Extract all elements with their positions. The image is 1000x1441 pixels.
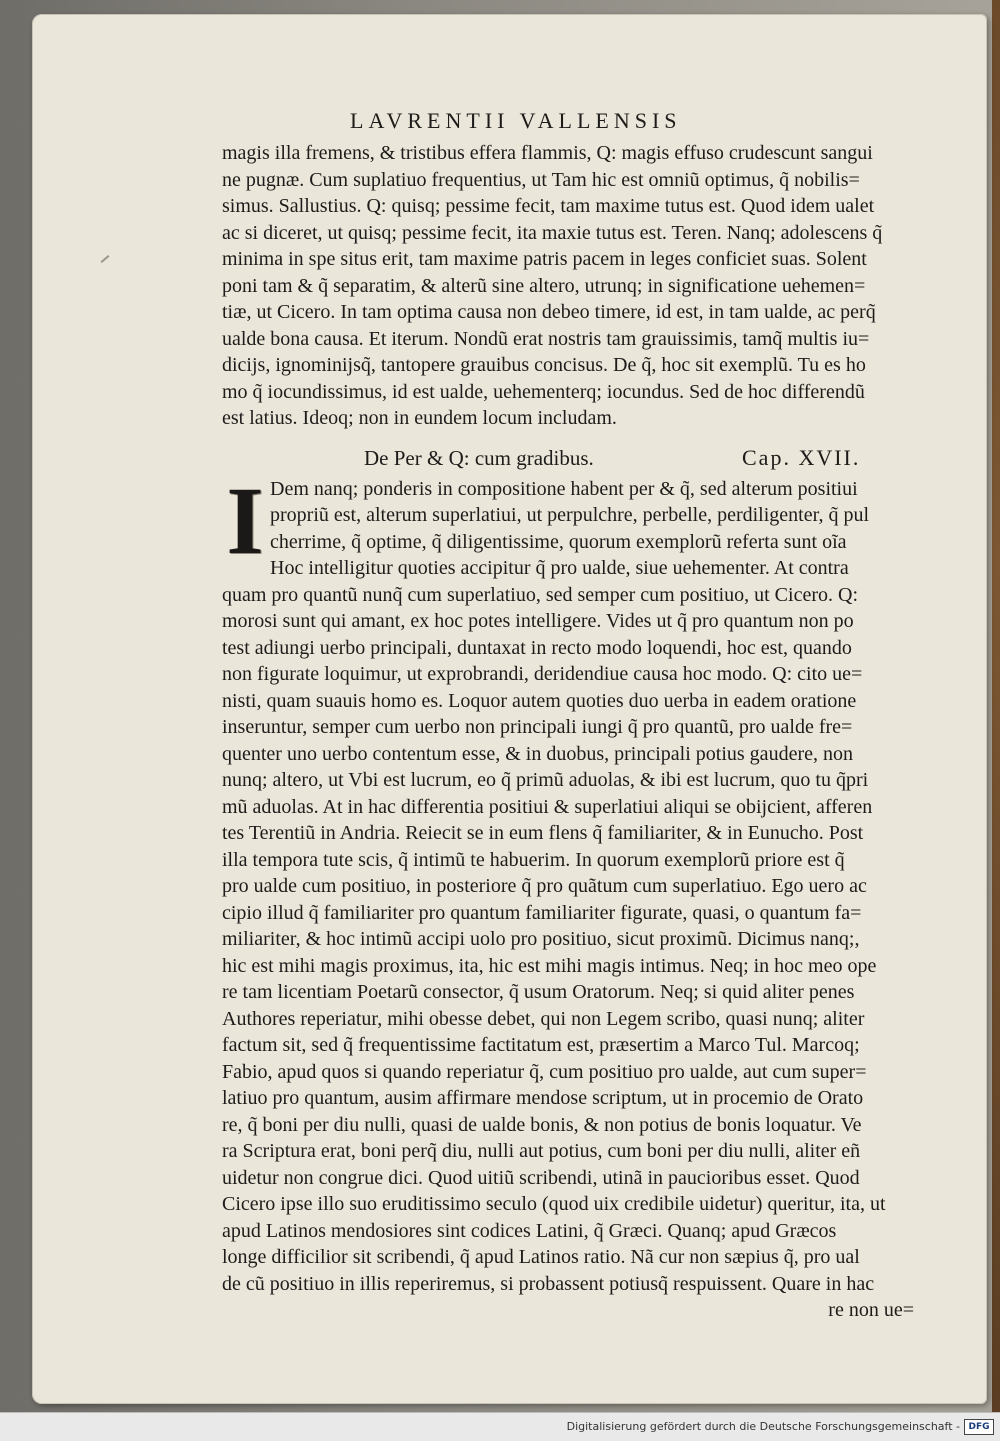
text-line: apud Latinos mendosiores sint codices Latini, q̃ Græci. Quanq; apud Græcos [222, 1219, 837, 1242]
text-line: re, q̃ boni per diu nulli, quasi de ualde bonis, & non potius de bonis loquatur. Ve [222, 1113, 862, 1136]
text-line: longe difficilior sit scribendi, q̃ apud Latinos ratio. Nã cur non sæpius q̃, pro ual [222, 1246, 860, 1268]
text-line: cipio illud q̃ familiariter pro quantum familiariter figurate, quasi, o quantum fa= [222, 901, 862, 924]
running-head: LAVRENTII VALLENSIS [350, 108, 682, 133]
initial-paragraph [222, 466, 922, 582]
text-line: inseruntur, semper cum uerbo non principali iungi q̃ pro quantũ, pro ualde fre= [222, 716, 853, 738]
text-line: Hoc intelligitur quoties accipitur q̃ pro ualde, siue uehementer. At contra [270, 557, 849, 579]
text-line: ne pugnæ. Cum suplatiuo frequentius, ut Tam hic est omniũ optimus, q̃ nobilis= [222, 168, 860, 191]
text-line: latiuo pro quantum, ausim affirmare mendose scriptum, ut in procemio de Orato [222, 1087, 864, 1109]
funding-note: Digitalisierung gefördert durch die Deutsche Forschungsgemeinschaft - [566, 1420, 960, 1433]
chapter-number: Cap. XVII. [742, 444, 861, 470]
text-line: morosi sunt qui amant, ex hoc potes intelligere. Vides ut q̃ pro quantum non po [222, 610, 854, 632]
decorated-initial: I [226, 466, 264, 574]
text-line: nisti, quam suauis homo es. Loquor autem quoties duo uerba in eadem oratione [222, 689, 857, 712]
text-line: miliariter, & hoc intimũ accipi uolo pro positiuo, sicut proximũ. Dicimus nanq;, [222, 928, 860, 950]
text-line: mũ aduolas. At in hac differentia positiui & superlatiui aliqui se obijcient, afferen [222, 795, 873, 818]
text-line: tiæ, ut Cicero. In tam optima causa non debeo timere, id est, in tam ualde, ac perq̃ [222, 301, 876, 323]
text-line: uidetur non congrue dici. Quod uitiũ scribendi, utinã in paucioribus esset. Quod [222, 1166, 860, 1189]
text-line: Cicero ipse illo suo eruditissimo seculo (quod uix credibile uidetur) queritur, ita, ut [222, 1193, 886, 1215]
text-line: nunq; altero, ut Vbi est lucrum, eo q̃ primũ aduolas, & ibi est lucrum, quo tu q̃pri [222, 769, 869, 791]
text-line: est latius. Ideoq; non in eundem locum includam. [222, 407, 617, 429]
text-line: cherrime, q̃ optime, q̃ diligentissime, quorum exemplorũ referta sunt oĩa [270, 530, 847, 553]
text-line: dicijs, ignominijsq̃, tantopere grauibus concisus. De q̃, hoc sit exemplũ. Tu es ho [222, 354, 866, 376]
text-line: ualde bona causa. Et iterum. Nondũ erat nostris tam grauissimis, tamq̃ multis iu= [222, 327, 870, 350]
section-heading [222, 432, 922, 468]
text-line: simus. Sallustius. Q: quisq; pessime fecit, tam maxime tutus est. Quod idem ualet [222, 195, 875, 217]
section-title: De Per & Q: cum gradibus. [364, 445, 594, 470]
text-line: illa tempora tute scis, q̃ intimũ te habuerim. In quorum exemplorũ priore est q̃ [222, 848, 845, 871]
text-line: ac si diceret, ut quisq; pessime fecit, ita maxie tutus est. Teren. Nanq; adolescens q̃ [222, 221, 883, 244]
footer-bar [0, 1412, 1000, 1441]
text-line: quam pro quantũ nunq̃ cum superlatiuo, sed semper cum positiuo, ut Cicero. Q: [222, 583, 858, 606]
initial-lines [222, 466, 922, 582]
text-line: de cũ positiuo in illis reperiremus, si probassent potiusq̃ respuissent. Quare in hac [222, 1272, 875, 1295]
catchword: re non ue= [828, 1299, 914, 1321]
text-line: Authores reperiatur, mihi obesse debet, qui non Legem scribo, quasi nunq; aliter [222, 1007, 865, 1030]
text-line: Dem nanq; ponderis in compositione habent per & q̃, sed alterum positiui [270, 477, 858, 500]
dfg-logo: DFG [964, 1419, 994, 1435]
text-line: magis illa fremens, & tristibus effera flammis, Q: magis effuso crudescunt sangui [222, 142, 873, 164]
text-line: hic est mihi magis proximus, ita, hic est mihi magis intimus. Neq; in hoc meo ope [222, 954, 877, 977]
text-line: mo q̃ iocundissimus, id est ualde, uehementerq; iocundus. Sed de hoc differendũ [222, 380, 865, 403]
text-line: propriũ est, alterum superlatiui, ut perpulchre, perbelle, perdiligenter, q̃ pul [270, 504, 870, 526]
top-paragraph [222, 140, 922, 432]
text-line: poni tam & q̃ separatim, & alterũ sine altero, utrunq; in significatione uehemen= [222, 274, 866, 297]
text-line: Fabio, apud quos si quando reperiatur q̃, cum positiuo pro ualde, aut cum super= [222, 1060, 867, 1083]
text-block [222, 140, 922, 1324]
text-line: non figurate loquimur, ut exprobrandi, deridendiue causa hoc modo. Q: cito ue= [222, 663, 863, 685]
text-line: factum sit, sed q̃ frequentissime factitatum est, præsertim a Marco Tul. Marcoq; [222, 1034, 860, 1056]
text-line: re tam licentiam Poetarũ consector, q̃ usum Oratorum. Neq; si quid aliter penes [222, 981, 855, 1003]
book-binding-edge [992, 0, 1000, 1412]
text-line: tes Terentiũ in Andria. Reiecit se in eum flens q̃ familiariter, & in Eunucho. Post [222, 822, 864, 844]
text-line: ra Scriptura erat, boni perq̃ diu, nulli aut potius, cum boni per diu nulli, aliter eñ [222, 1140, 861, 1162]
text-line: quenter uno uerbo contentum esse, & in duobus, principali potius gaudere, non [222, 742, 853, 765]
text-line: pro ualde cum positiuo, in posteriore q̃ pro quãtum cum superlatiuo. Ego uero ac [222, 875, 867, 897]
body-paragraph [222, 582, 922, 1298]
text-line: minima in spe situs erit, tam maxime patris pacem in leges conficiet suas. Solent [222, 248, 867, 270]
text-line: test adiungi uerbo principali, duntaxat in recto modo loquendi, hoc est, quando [222, 636, 852, 659]
